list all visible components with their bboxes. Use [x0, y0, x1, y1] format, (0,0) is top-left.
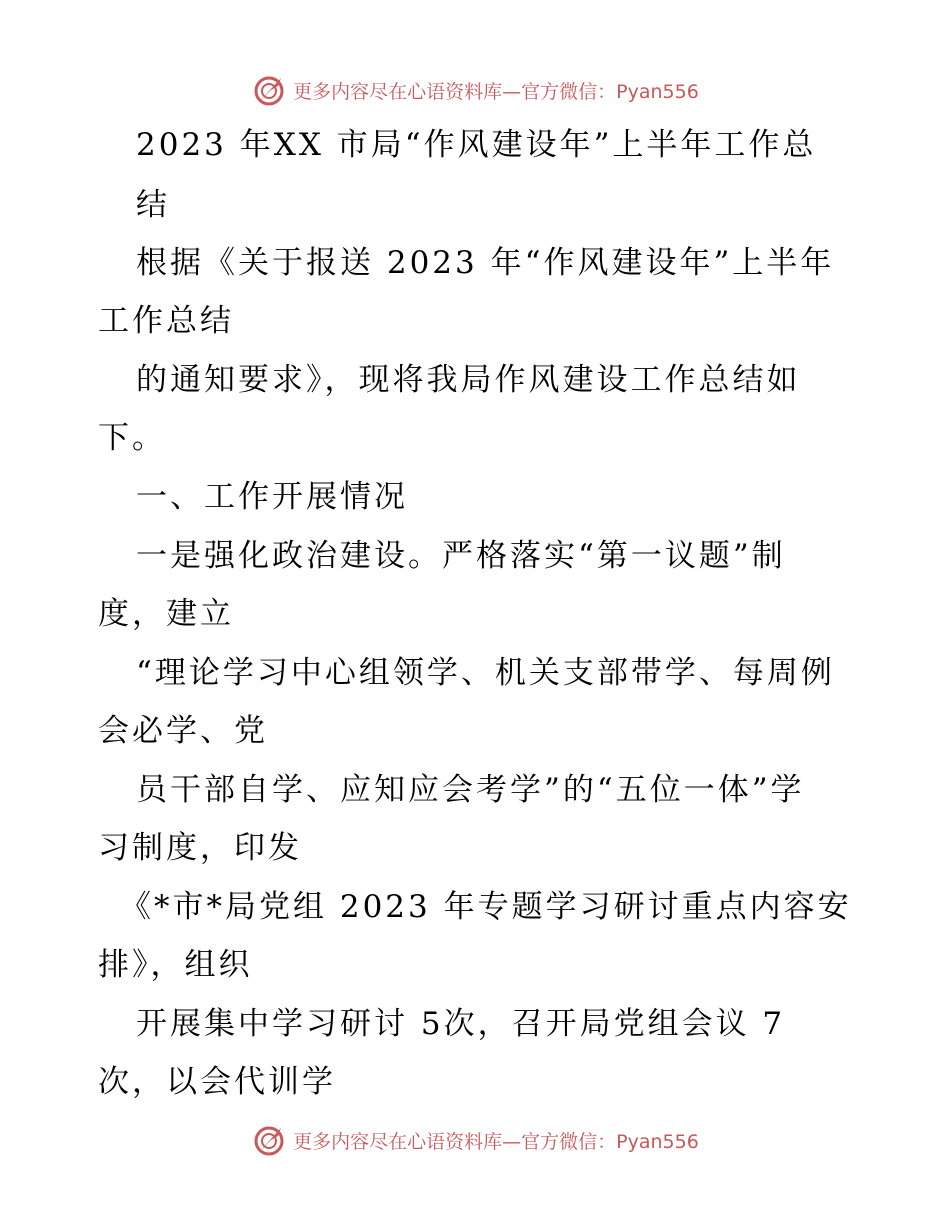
watermark-top: [0, 70, 950, 110]
paragraph-line: 下。: [98, 420, 166, 456]
section-heading: 一、工作开展情况: [136, 479, 408, 515]
paragraph-line: 的通知要求》，现将我局作风建设工作总结如: [136, 362, 801, 398]
paragraph-line: 员干部自学、应知应会考学”的“五位一体”学: [136, 772, 805, 808]
paragraph-line: 习制度，印发: [98, 830, 302, 866]
paragraph-line: 工作总结: [98, 303, 234, 339]
paragraph-line: 根据《关于报送 2023 年“作风建设年”上半年: [136, 245, 835, 281]
watermark-text: 更多内容尽在心语资料库—官方微信：Pyan556: [293, 80, 699, 103]
quill-circle-icon: [251, 72, 287, 108]
document-title-line-1: 2023 年XX 市局“作风建设年”上半年工作总: [136, 127, 817, 163]
paragraph-line: 一是强化政治建设。严格落实“第一议题”制: [136, 538, 786, 574]
paragraph-line: 《*市*局党组 2023 年专题学习研讨重点内容安: [120, 889, 852, 925]
watermark-bottom: [0, 1120, 950, 1160]
document-title-line-2: 结: [136, 187, 170, 223]
watermark-text: 更多内容尽在心语资料库—官方微信：Pyan556: [293, 1130, 699, 1153]
paragraph-line: 度，建立: [98, 596, 234, 632]
paragraph-line: 开展集中学习研讨 5次，召开局党组会议 7: [136, 1006, 786, 1042]
paragraph-line: 会必学、党: [98, 713, 268, 749]
paragraph-line: “理论学习中心组领学、机关支部带学、每周例: [136, 655, 835, 691]
paragraph-line: 次，以会代训学: [98, 1064, 336, 1100]
paragraph-line: 排》，组织: [98, 947, 253, 983]
quill-circle-icon: [251, 1122, 287, 1158]
